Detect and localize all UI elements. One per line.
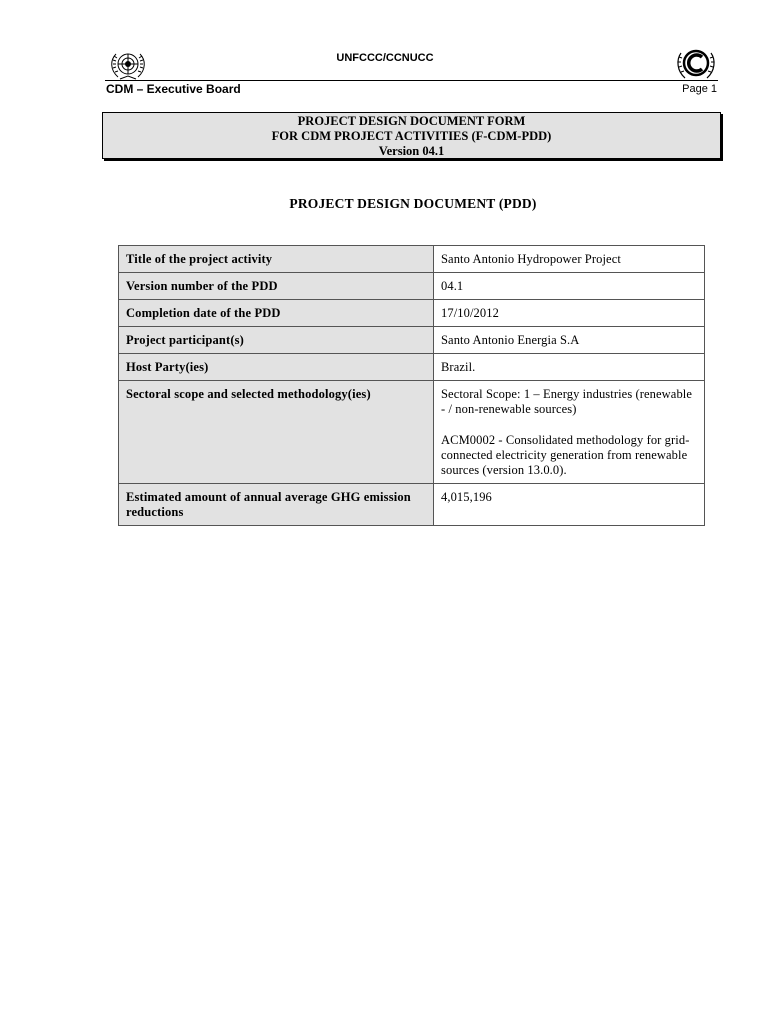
form-title-line-2: FOR CDM PROJECT ACTIVITIES (F-CDM-PDD) xyxy=(271,129,552,143)
table-row xyxy=(119,354,705,381)
table-row xyxy=(119,381,705,484)
form-title-box xyxy=(102,112,721,159)
unfccc-logo-icon xyxy=(674,44,718,84)
row-label: Host Party(ies) xyxy=(119,354,434,381)
form-title-line-1: PROJECT DESIGN DOCUMENT FORM xyxy=(297,114,526,128)
form-version: Version 04.1 xyxy=(378,144,445,158)
row-label: Title of the project activity xyxy=(119,246,434,273)
project-info-table xyxy=(118,245,705,526)
table-row xyxy=(119,327,705,354)
table-row xyxy=(119,246,705,273)
row-value xyxy=(434,381,705,484)
methodology-text: ACM0002 - Consolidated methodology for grid-connected electricity generation from renewable sources (version 13.0.0). xyxy=(441,433,690,477)
row-value: Brazil. xyxy=(434,354,705,381)
sectoral-scope-text: Sectoral Scope: 1 – Energy industries (renewable - / non-renewable sources) xyxy=(441,387,693,416)
table-row xyxy=(119,484,705,526)
row-value: Santo Antonio Hydropower Project xyxy=(434,246,705,273)
organization-name: UNFCCC/CCNUCC xyxy=(336,52,434,64)
row-label: Estimated amount of annual average GHG emission reductions xyxy=(119,484,434,526)
row-value: 17/10/2012 xyxy=(434,300,705,327)
board-name: CDM – Executive Board xyxy=(106,82,241,96)
row-label: Sectoral scope and selected methodology(ies) xyxy=(119,381,434,484)
row-label: Completion date of the PDD xyxy=(119,300,434,327)
row-label: Version number of the PDD xyxy=(119,273,434,300)
row-value: 4,015,196 xyxy=(434,484,705,526)
row-value: 04.1 xyxy=(434,273,705,300)
page-number: Page 1 xyxy=(682,83,717,95)
row-value: Santo Antonio Energia S.A xyxy=(434,327,705,354)
table-row xyxy=(119,300,705,327)
document-title: PROJECT DESIGN DOCUMENT (PDD) xyxy=(289,196,537,211)
table-row xyxy=(119,273,705,300)
header-divider xyxy=(105,80,718,81)
row-label: Project participant(s) xyxy=(119,327,434,354)
